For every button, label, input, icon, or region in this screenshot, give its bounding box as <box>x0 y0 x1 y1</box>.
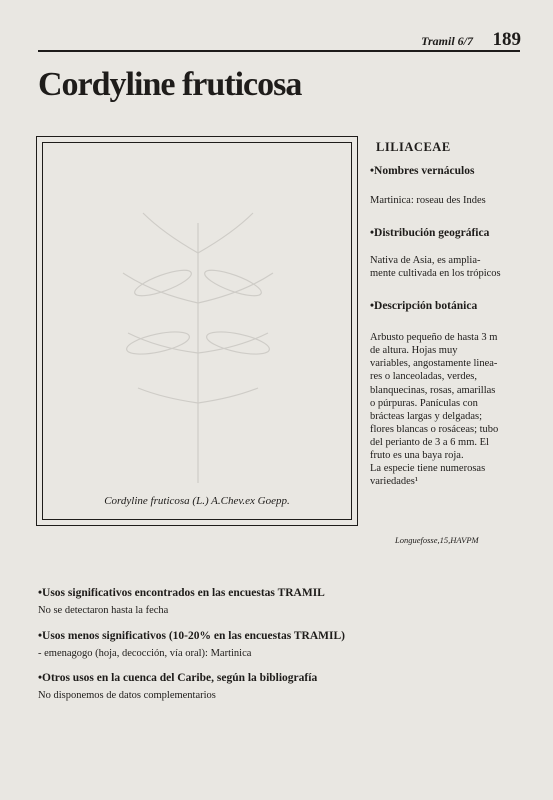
text-line: Arbusto pequeño de hasta 3 m <box>370 332 498 343</box>
uses-text: - emenagogo (hoja, decocción, vía oral): Martinica <box>38 648 252 659</box>
text-line: Nativa de Asia, es amplia- <box>370 255 481 266</box>
text-line: brácteas largas y delgadas; <box>370 410 483 422</box>
section-heading-distribution: •Distribución geográfica <box>370 227 490 239</box>
uses-text: No se detectaron hasta la fecha <box>38 605 169 616</box>
uses-section-significant <box>38 587 528 616</box>
text-line: mente cultivada en los trópicos <box>370 268 501 280</box>
page-number: 189 <box>492 29 521 50</box>
plant-family: LILIACEAE <box>376 140 451 154</box>
page-title: Cordyline fruticosa <box>38 66 302 103</box>
figure-caption: Cordyline fruticosa (L.) A.Chev.ex Goepp. <box>104 495 290 507</box>
uses-heading: •Otros usos en la cuenca del Caribe, según la bibliografía <box>38 672 318 684</box>
uses-section-less-significant <box>38 630 528 659</box>
uses-section-other <box>38 672 528 701</box>
section-text-description <box>370 331 526 489</box>
illustration-credit: Longuefosse,15,HAVPM <box>395 535 479 545</box>
section-text-vernacular <box>370 194 526 207</box>
text-line: fruto es una baya roja. <box>370 450 464 462</box>
text-line: res o lanceoladas, verdes, <box>370 371 477 383</box>
text-line: o púrpuras. Panículas con <box>370 397 478 409</box>
figure-inner-border <box>42 142 352 520</box>
header-rule <box>38 50 520 52</box>
uses-heading: •Usos significativos encontrados en las encuestas TRAMIL <box>38 587 325 599</box>
running-header: Tramil 6/7 <box>421 34 473 48</box>
uses-text: No disponemos de datos complementarios <box>38 690 216 701</box>
text-line: flores blancas o rosáceas; tubo <box>370 423 499 435</box>
text-line: variedades¹ <box>370 476 419 488</box>
section-text-distribution <box>370 254 526 280</box>
text-line: Martinica: roseau des Indes <box>370 195 486 206</box>
text-line: blanquecinas, rosas, amarillas <box>370 384 496 396</box>
text-line: La especie tiene numerosas <box>370 463 486 475</box>
uses-heading: •Usos menos significativos (10-20% en las encuestas TRAMIL) <box>38 630 345 642</box>
section-heading-vernacular: •Nombres vernáculos <box>370 165 475 177</box>
text-line: del perianto de 3 a 6 mm. El <box>370 437 489 448</box>
section-heading-description: •Descripción botánica <box>370 300 478 312</box>
plant-illustration <box>103 183 293 483</box>
text-line: variables, angostamente linea- <box>370 358 498 370</box>
text-line: de altura. Hojas muy <box>370 345 458 357</box>
plant-figure <box>36 136 358 526</box>
